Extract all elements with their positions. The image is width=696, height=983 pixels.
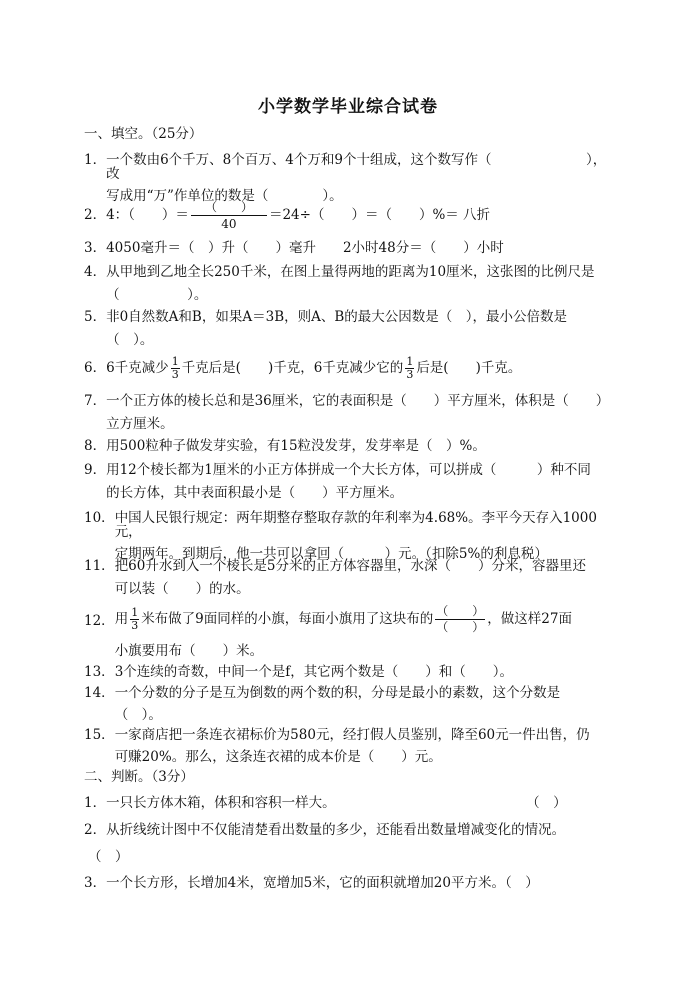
question-text: 一个正方体的棱长总和是36厘米，它的表面积是（ ）平方厘米，体积是（ ） [106,393,610,409]
question-number: 7． [84,393,107,409]
question-text: 一只长方体木箱，体积和容积一样大。 [106,795,336,811]
question-number: 8． [84,438,107,454]
fraction-numerator: （ ） [436,604,485,618]
question-text: 4050毫升＝（ ）升（ ）毫升 2小时48分＝（ ）小时 [106,240,504,256]
fraction-numerator: 1 [171,355,179,368]
question-text: 一个分数的分子是互为倒数的两个数的积，分母是最小的素数，这个分数是 [114,685,561,701]
question-4 [84,266,614,302]
question-number: 14． [84,685,115,701]
fraction [191,199,267,232]
question-3 [84,242,614,256]
judge-3 [84,877,614,891]
question-number: 4． [84,264,107,280]
fraction-denominator: （ ） [436,620,485,634]
question-1 [84,154,614,204]
page-title: 小学数学毕业综合试卷 [258,97,438,117]
fraction-denominator: 3 [406,368,414,381]
fraction-numerator: 1 [406,355,414,368]
question-text: 定期两年。到期后，他一共可以拿回（ ）元。（扣除5%的利息税） [114,546,548,562]
question-number: 15． [84,727,115,743]
question-text: （ ）。 [114,706,162,723]
question-text: 可以装（ ）的水。 [114,580,250,597]
question-number: 3． [84,875,107,891]
section-heading-fill: 一、填空。（25分） [84,126,203,142]
question-5 [84,311,614,347]
judge-1 [84,797,614,811]
question-number: 13． [84,664,115,680]
question-number: 12． [84,613,115,629]
fraction [130,607,139,632]
answer-bracket[interactable]: （ ） [526,795,567,811]
question-text: 把60升水到入一个棱长是5分米的正方体容器里，水深（ ）分米，容器里还 [114,558,586,574]
question-text: ＝24÷（ ）＝（ ）%＝ 八折 [268,206,491,223]
question-text: 用500粒种子做发芽实验，有15粒没发芽，发芽率是（ ）%。 [106,438,486,454]
question-text: 非0自然数A和B，如果A＝3B，则A、B的最大公因数是（ ），最小公倍数是 [106,309,568,325]
question-11 [84,560,614,596]
question-7 [84,395,614,431]
question-12 [84,604,614,659]
fraction [171,356,180,381]
question-number: 6． [84,359,107,376]
question-text: 6千克减少 [106,359,169,376]
question-text: ，做这样27面 [487,610,572,627]
section-heading-judge: 二、判断。（3分） [84,769,194,785]
question-10 [84,512,614,562]
question-text: 4：（ ）＝ [106,206,189,223]
question-text: 一个数由6个千万、8个百万、4个万和9个十组成，这个数写作（ ），改 [106,152,607,182]
question-number: 1． [84,795,107,811]
question-text: 写成用“万”作单位的数是（ ）。 [106,188,343,204]
fraction [405,356,414,381]
fraction [435,604,485,635]
question-text: 3个连续的奇数，中间一个是f，其它两个数是（ ）和（ ）。 [114,664,514,680]
fraction-denominator: 40 [221,217,237,231]
question-number: 3． [84,240,107,256]
question-text: 立方厘米。 [106,415,174,432]
question-2 [84,199,614,232]
question-text: 千克后是( )千克，6千克减少它的 [181,359,404,376]
fraction-denominator: 3 [171,368,179,381]
fraction-numerator: （ ） [191,199,267,216]
question-text: 的长方体，其中表面积最小是（ ）平方厘米。 [106,484,404,501]
question-6 [84,356,614,381]
question-number: 5． [84,309,107,325]
question-text: 可赚20%。那么，这条连衣裙的成本价是（ ）元。 [114,748,442,765]
question-number: 9． [84,462,107,478]
question-text: （ ）。 [106,331,154,348]
question-text: 从甲地到乙地全长250千米，在图上量得两地的距离为10厘米，这张图的比例尺是 [106,264,595,280]
fraction-denominator: 3 [131,619,139,632]
question-13 [84,666,614,680]
question-text: 从折线统计图中不仅能清楚看出数量的多少，还能看出数量增减变化的情况。 [106,822,566,838]
question-14 [84,687,614,722]
question-number: 1． [84,152,107,168]
question-number: 10． [84,510,115,526]
question-15 [84,729,614,764]
question-text: （ ）。 [106,286,208,303]
question-number: 11． [84,558,115,574]
question-text: 小旗要用布（ ）米。 [114,643,264,659]
question-8 [84,440,614,454]
question-text: 米布做了9面同样的小旗，每面小旗用了这块布的 [141,610,434,627]
fraction-numerator: 1 [131,606,139,619]
question-number: 2． [84,822,107,838]
question-text: 一家商店把一条连衣裙标价为580元，经打假人员鉴别，降至60元一件出售，仍 [114,727,590,743]
question-text: 中国人民银行规定：两年期整存整取存款的年利率为4.68%。李平今天存入1000元， [114,510,597,540]
question-number: 2． [84,206,107,223]
answer-bracket[interactable]: （ ） [88,849,129,865]
question-9 [84,464,614,500]
question-text: 后是( )千克。 [416,359,522,376]
judge-2 [84,824,614,838]
question-text: 一个长方形，长增加4米，宽增加5米，它的面积就增加20平方米。（ ） [106,875,539,891]
question-text: 用12个棱长都为1厘米的小正方体拼成一个大长方体，可以拼成（ ）种不同 [106,462,591,478]
question-text: 用 [114,610,129,627]
